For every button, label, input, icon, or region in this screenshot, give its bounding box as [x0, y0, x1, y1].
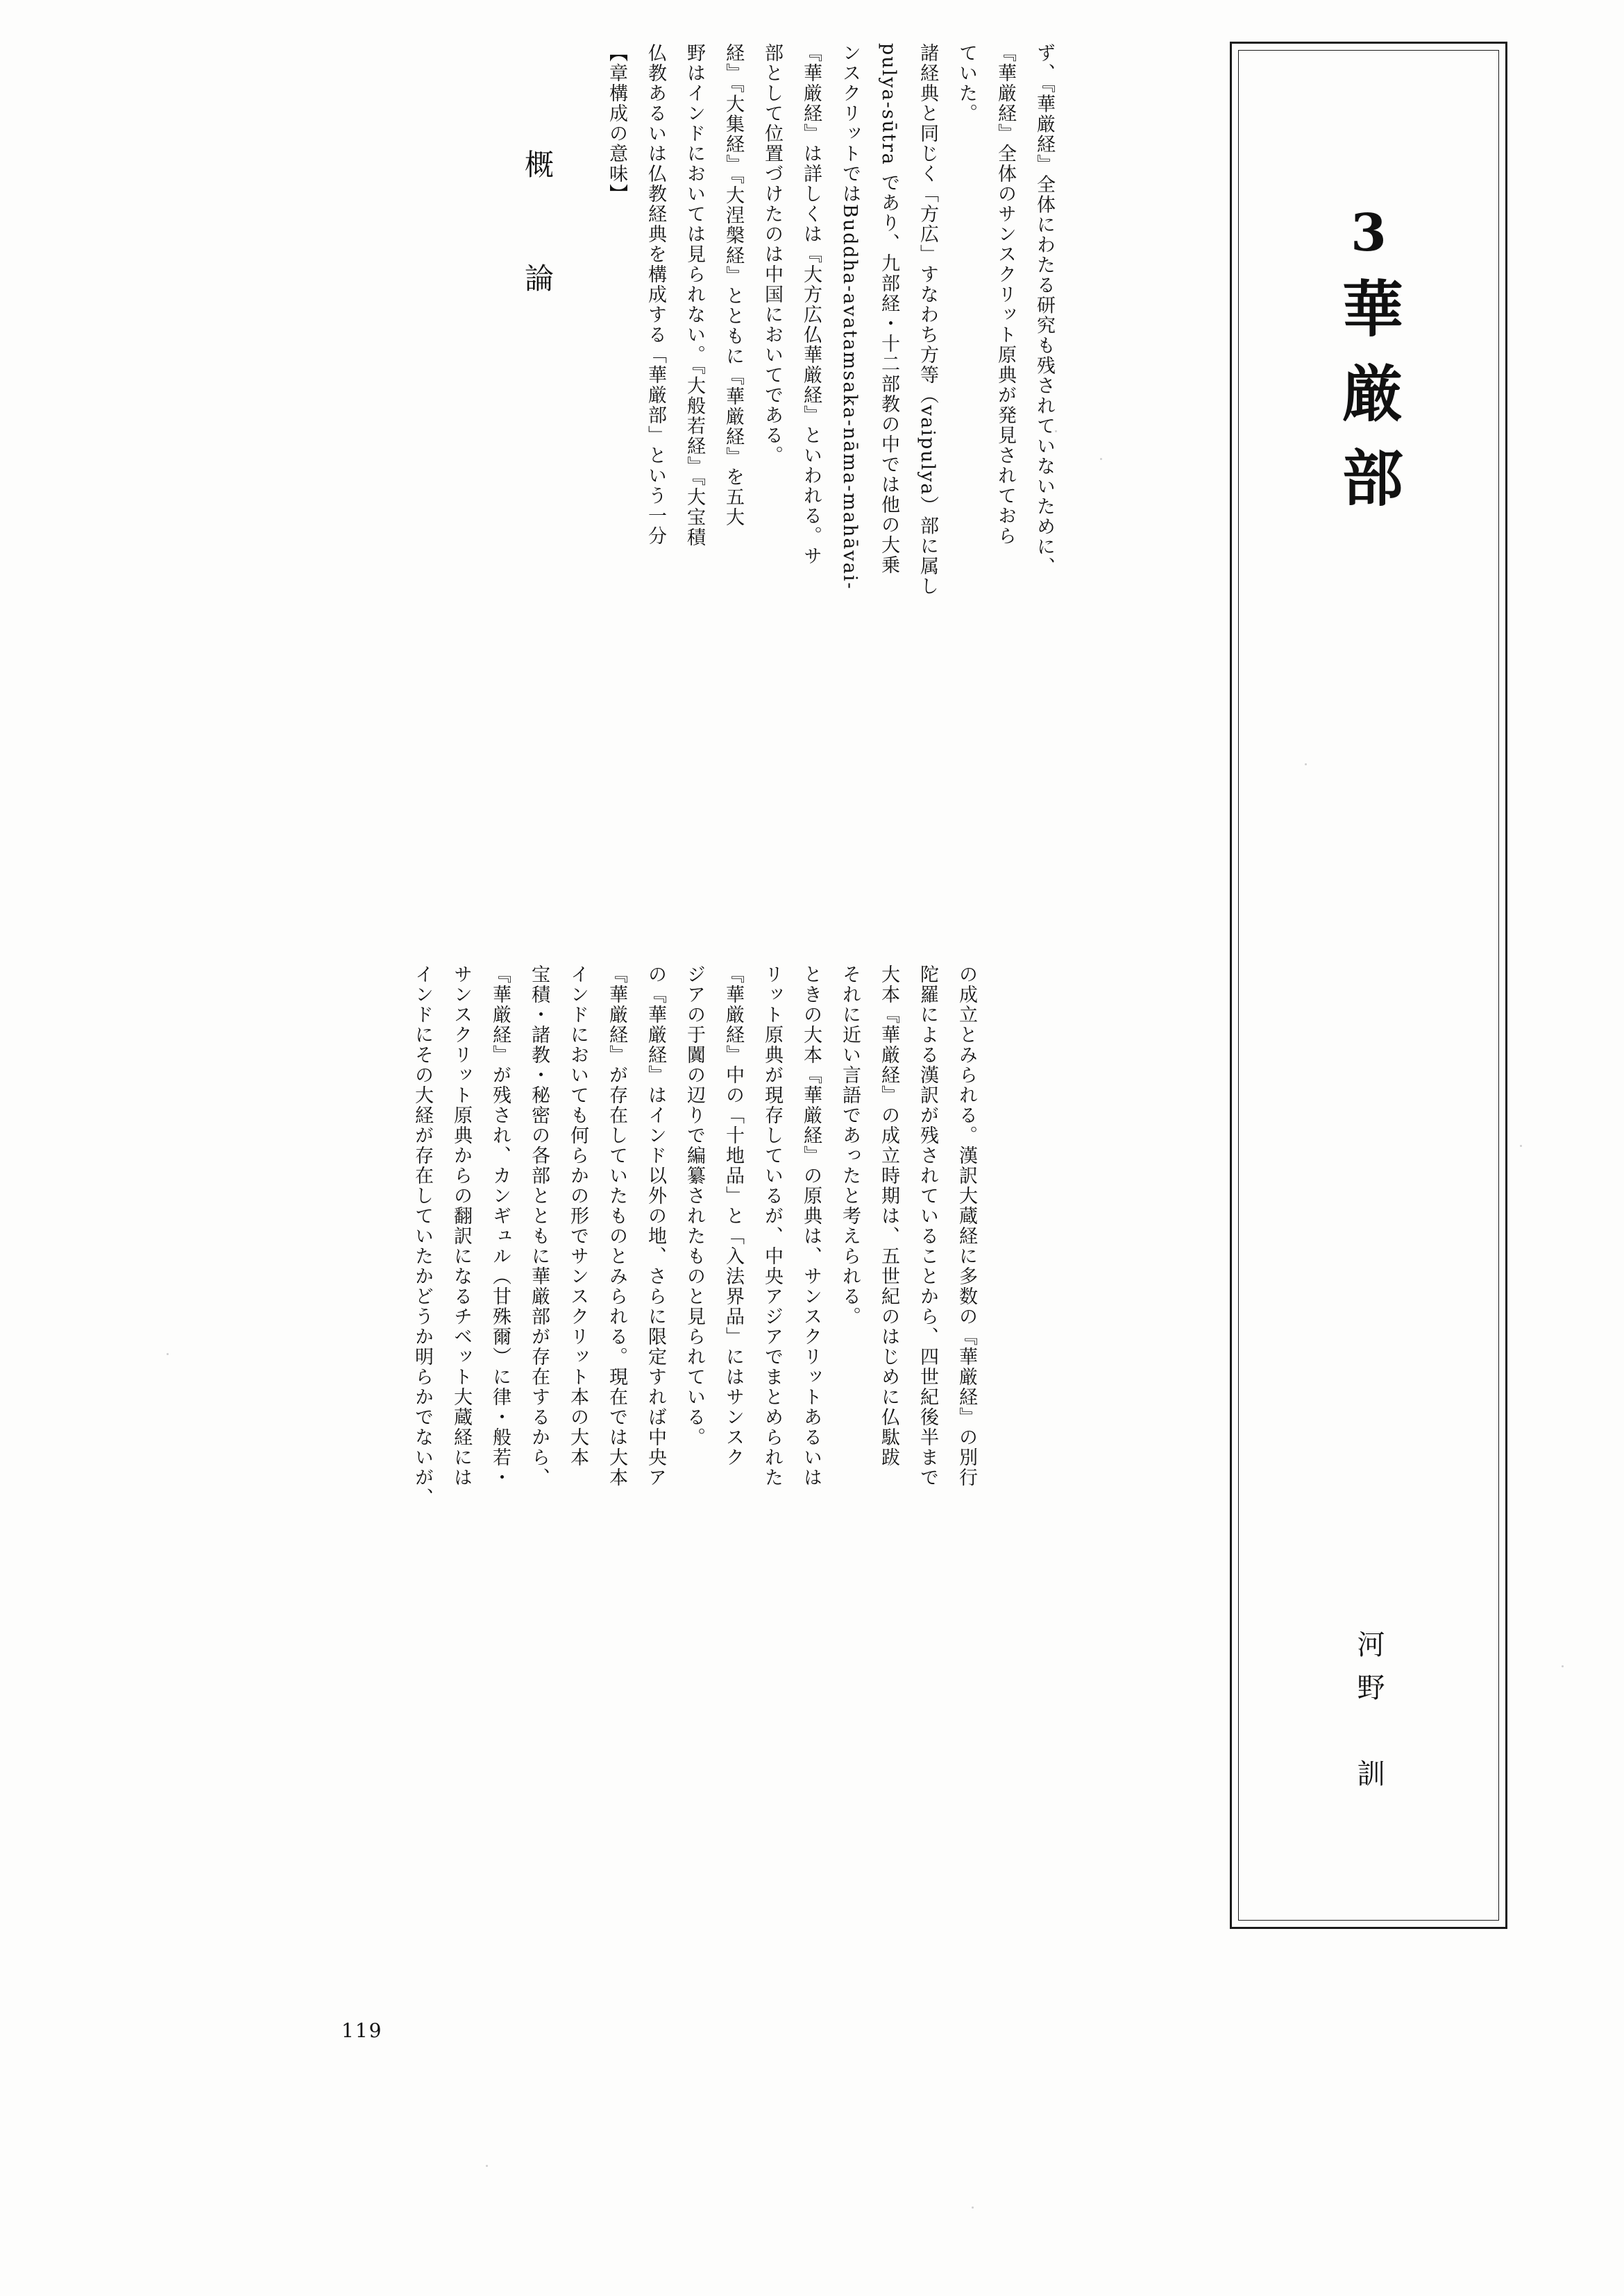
text-line: 宝積・諸教・秘密の各部とともに華厳部が存在するから、	[528, 964, 550, 1488]
text-line: 陀羅による漢訳が残されていることから、四世紀後半まで	[917, 964, 938, 1488]
text-line: 『華厳経』中の「十地品」と「入法界品」にはサンスク	[722, 964, 744, 1468]
text-line: 大本『華厳経』の成立時期は、五世紀のはじめに仏駄跋	[878, 964, 899, 1468]
text-line: ジアの于闐の辺りで編纂されたものと見られている。	[684, 964, 705, 1447]
body-line-lower-2	[446, 964, 476, 1887]
body-line-lower-12	[834, 964, 865, 1887]
scan-speckle	[167, 1353, 169, 1355]
text-line: それに近い言語であったと考えられる。	[839, 964, 861, 1327]
body-line-upper-3	[679, 43, 709, 924]
body-line-upper-12	[1029, 43, 1059, 924]
text-line: 仏教あるいは仏教経典を構成する「華厳部」という一分	[645, 43, 666, 546]
body-line-lower-9	[718, 964, 748, 1887]
text-line: 『華厳経』が存在していたものとみられる。現在では大本	[606, 964, 627, 1488]
scan-speckle	[1520, 1145, 1522, 1147]
body-line-upper-2	[640, 43, 670, 924]
page-number: 119	[341, 2019, 383, 2042]
body-line-upper-1	[601, 43, 632, 924]
text-line: サンスクリット原典からの翻訳になるチベット大蔵経には	[450, 964, 472, 1488]
body-line-upper-7	[834, 43, 865, 924]
body-line-lower-1	[407, 964, 437, 1887]
scan-speckle	[1562, 1665, 1564, 1667]
body-line-lower-7	[640, 964, 670, 1887]
text-line: 諸経典と同じく「方広」すなわち方等（vaipulya）部に属し	[917, 43, 938, 597]
text-line: の『華厳経』はインド以外の地、さらに限定すれば中央ア	[645, 964, 666, 1488]
body-line-lower-6	[601, 964, 632, 1887]
text-line: 『華厳経』は詳しくは『大方広仏華厳経』といわれる。サ	[800, 43, 822, 566]
body-line-upper-10	[951, 43, 981, 924]
text-line: 野はインドにおいては見られない。『大般若経』『大宝積	[684, 43, 705, 547]
body-line-upper-5	[756, 43, 787, 924]
body-line-lower-8	[679, 964, 709, 1887]
body-line-lower-5	[562, 964, 593, 1887]
body-line-lower-4	[523, 964, 554, 1887]
body-line-lower-15	[951, 964, 981, 1887]
scan-speckle	[1100, 458, 1102, 460]
text-line: ていた。	[956, 43, 977, 124]
text-line: 『華厳経』全体のサンスクリット原典が発見されておら	[995, 43, 1016, 546]
text-line: の成立とみられる。漢訳大蔵経に多数の『華厳経』の別行	[956, 964, 977, 1488]
chapter-title-frame	[1230, 42, 1507, 1929]
body-line-lower-10	[756, 964, 787, 1887]
body-line-lower-14	[912, 964, 942, 1887]
text-line: インドにおいても何らかの形でサンスクリット本の大本	[567, 964, 589, 1468]
author-name: 河野 訓	[1353, 1630, 1385, 1802]
body-line-upper-4	[718, 43, 748, 924]
scan-speckle	[486, 2165, 488, 2167]
text-line: インドにその大経が存在していたかどうか明らかでないが、	[412, 964, 433, 1508]
text-line: pulya-sūtra であり、九部経・十二部教の中では他の大乗	[878, 43, 899, 576]
chapter-title: 華厳部	[1333, 277, 1405, 531]
text-line: 部として位置づけたのは中国においてである。	[761, 43, 783, 466]
body-line-upper-9	[912, 43, 942, 924]
text-line: 『華厳経』が残され、カンギュル（甘殊爾）に律・般若・	[489, 964, 511, 1488]
scan-speckle	[972, 2206, 974, 2209]
text-line: リット原典が現存しているが、中央アジアでまとめられた	[761, 964, 783, 1488]
body-line-lower-13	[873, 964, 904, 1887]
text-line: ず、『華厳経』全体にわたる研究も残されていないために、	[1033, 43, 1055, 577]
chapter-heading	[1333, 203, 1405, 531]
text-line: ンスクリットではBuddha-avatamsaka-nāma-mahāvai-	[839, 43, 861, 590]
text-line: 経』『大集経』『大涅槃経』とともに『華厳経』を五大	[722, 43, 744, 527]
body-line-upper-6	[795, 43, 826, 924]
body-line-lower-11	[795, 964, 826, 1887]
chapter-number: 3	[1339, 203, 1398, 277]
body-line-upper-11	[990, 43, 1020, 924]
text-line: ときの大本『華厳経』の原典は、サンスクリットあるいは	[800, 964, 822, 1488]
body-line-upper-8	[873, 43, 904, 924]
text-line: 【章構成の意味】	[606, 43, 627, 204]
body-line-lower-3	[484, 964, 515, 1887]
section-label: 概 論	[521, 149, 555, 320]
